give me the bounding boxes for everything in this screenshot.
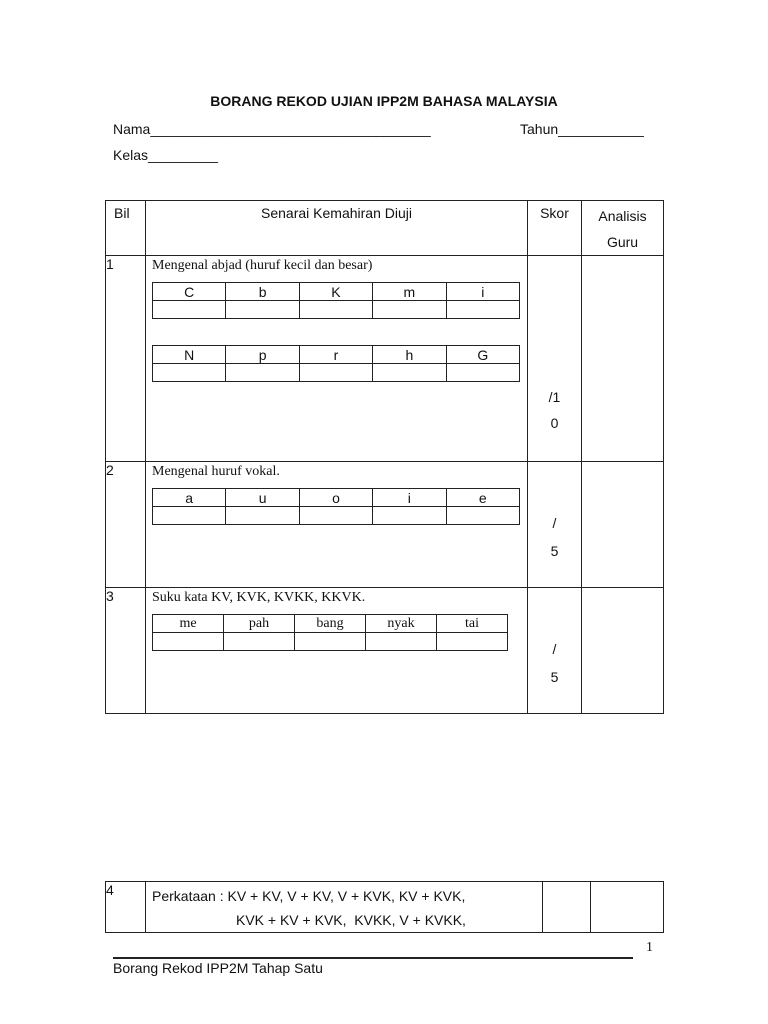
answer-cell[interactable] xyxy=(437,633,508,651)
answer-cell[interactable] xyxy=(299,507,372,525)
grid-label: b xyxy=(226,283,299,301)
grid-label: nyak xyxy=(366,615,437,633)
analysis-cell[interactable] xyxy=(582,256,664,462)
form-title: BORANG REKOD UJIAN IPP2M BAHASA MALAYSIA xyxy=(210,93,558,109)
table-row xyxy=(106,462,664,588)
row-skill xyxy=(146,588,528,714)
answer-cell[interactable] xyxy=(373,301,446,319)
row-number: 2 xyxy=(106,462,146,588)
header-skor: Skor xyxy=(528,201,582,256)
score-value: / xyxy=(552,515,557,531)
skill-text: Suku kata KV, KVK, KVKK, KKVK. xyxy=(152,590,366,605)
answer-cell[interactable] xyxy=(295,633,366,651)
answer-cell[interactable] xyxy=(299,364,372,382)
grid-label: r xyxy=(299,346,372,364)
kelas-field: Kelas_________ xyxy=(113,147,219,163)
header-analisis-line2: Guru xyxy=(606,234,639,250)
score-cell[interactable] xyxy=(528,588,582,714)
answer-cell[interactable] xyxy=(153,301,226,319)
answer-cell[interactable] xyxy=(153,364,226,382)
score-total: 5 xyxy=(550,669,559,685)
score-value: / xyxy=(552,641,557,657)
table-row xyxy=(106,882,664,933)
grid-label: i xyxy=(373,489,446,507)
grid-label: o xyxy=(299,489,372,507)
header-analisis-line1: Analisis xyxy=(598,208,647,224)
grid-label: N xyxy=(153,346,226,364)
nama-field: Nama____________________________________ xyxy=(113,121,431,137)
score-cell[interactable] xyxy=(528,462,582,588)
page-number: 1 xyxy=(646,940,653,955)
answer-cell[interactable] xyxy=(373,507,446,525)
tahun-field: Tahun___________ xyxy=(520,121,644,137)
table-header-row xyxy=(106,201,664,256)
row-skill xyxy=(146,256,528,462)
header-analisis xyxy=(582,201,664,256)
letter-grid xyxy=(152,488,520,525)
row-number: 4 xyxy=(106,882,146,933)
row-number: 3 xyxy=(106,588,146,714)
footer-divider xyxy=(113,957,633,959)
grid-label: e xyxy=(446,489,519,507)
header-senarai: Senarai Kemahiran Diuji xyxy=(146,201,528,256)
score-cell[interactable] xyxy=(528,256,582,462)
footer-text: Borang Rekod IPP2M Tahap Satu xyxy=(113,960,323,976)
grid-label: tai xyxy=(437,615,508,633)
answer-cell[interactable] xyxy=(224,633,295,651)
skill-text-line1: Perkataan : KV + KV, V + KV, V + KVK, KV + KVK, xyxy=(152,888,466,904)
analysis-cell[interactable] xyxy=(582,588,664,714)
answer-cell[interactable] xyxy=(446,507,519,525)
grid-label: i xyxy=(446,283,519,301)
header-bil: Bil xyxy=(106,201,146,256)
answer-cell[interactable] xyxy=(226,301,299,319)
letter-grid xyxy=(152,345,520,382)
analysis-cell[interactable] xyxy=(582,462,664,588)
grid-label: me xyxy=(153,615,224,633)
score-total: 0 xyxy=(550,415,559,431)
grid-label: h xyxy=(373,346,446,364)
letter-grid xyxy=(152,282,520,319)
score-value: /1 xyxy=(548,389,561,405)
answer-cell[interactable] xyxy=(226,507,299,525)
skill-text: Mengenal abjad (huruf kecil dan besar) xyxy=(152,258,373,273)
row-number: 1 xyxy=(106,256,146,462)
record-table-continued xyxy=(105,881,664,933)
grid-label: bang xyxy=(295,615,366,633)
table-row xyxy=(106,588,664,714)
answer-cell[interactable] xyxy=(226,364,299,382)
answer-cell[interactable] xyxy=(373,364,446,382)
grid-label: u xyxy=(226,489,299,507)
answer-cell[interactable] xyxy=(446,301,519,319)
score-cell[interactable] xyxy=(543,882,591,933)
answer-cell[interactable] xyxy=(446,364,519,382)
answer-cell[interactable] xyxy=(366,633,437,651)
score-total: 5 xyxy=(550,543,559,559)
row-skill xyxy=(146,882,543,933)
answer-cell[interactable] xyxy=(153,633,224,651)
skill-text-line2: KVK + KV + KVK, KVKK, V + KVKK, xyxy=(236,912,466,928)
row-skill xyxy=(146,462,528,588)
grid-label: pah xyxy=(224,615,295,633)
grid-label: a xyxy=(153,489,226,507)
skill-text: Mengenal huruf vokal. xyxy=(152,464,280,479)
table-row xyxy=(106,256,664,462)
grid-label: p xyxy=(226,346,299,364)
syllable-grid xyxy=(152,614,508,651)
analysis-cell[interactable] xyxy=(591,882,664,933)
grid-label: C xyxy=(153,283,226,301)
record-table xyxy=(105,200,664,714)
answer-cell[interactable] xyxy=(299,301,372,319)
grid-label: G xyxy=(446,346,519,364)
grid-label: m xyxy=(373,283,446,301)
answer-cell[interactable] xyxy=(153,507,226,525)
grid-label: K xyxy=(299,283,372,301)
